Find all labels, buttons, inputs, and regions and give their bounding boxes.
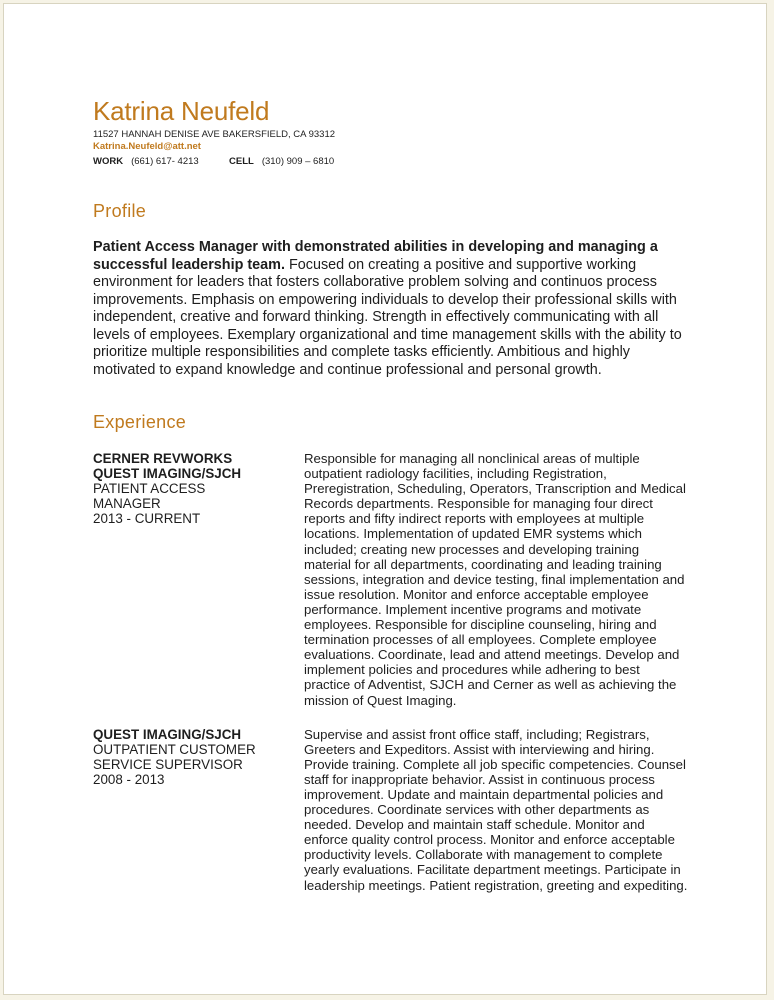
- job-description: Responsible for managing all nonclinical areas of multiple outpatient radiology facilities, including Registration, Preregistration, Scheduling, Operators, Transcription and Medical Records departments. Responsible for managing four direct reports and fifty indirect reports with employees at multiple locations. Implementation of updated EMR systems which included; creating new processes and developing training material for all departments, coordinating and leading training sessions, integration and device testing, final implementation and issue resolution. Monitor and enforce acceptable employee performance. Implement incentive programs and motivate employees. Responsible for discipline counseling, hiring and termination processes of all employees. Complete employee evaluations. Coordinate, lead and attend meetings. Develop and implement policies and procedures while adhering to best practice of Adventist, SJCH and Cerner as well as achieving the mission of Quest Imaging.: [304, 451, 686, 708]
- job-meta: [93, 727, 304, 893]
- job-company: CERNER REVWORKS: [93, 451, 233, 466]
- work-phone-group: [93, 156, 229, 168]
- job-title: SERVICE SUPERVISOR: [93, 756, 243, 772]
- work-phone: (661) 617- 4213: [131, 156, 199, 167]
- job-dates: 2013 - CURRENT: [93, 511, 201, 526]
- address: 11527 HANNAH DENISE AVE BAKERSFIELD, CA 93312: [93, 129, 336, 140]
- job-company: QUEST IMAGING/SJCH: [93, 726, 242, 742]
- candidate-name: Katrina Neufeld: [93, 96, 270, 126]
- cell-phone-group: [229, 156, 334, 168]
- job-entry: [93, 451, 693, 708]
- profile-body: Focused on creating a positive and supportive working environment for leaders that fosters collaborative problem solving and continuos process improvements. Emphasis on empowering individuals to develop their professional skills with independent, creative and forward thinking. Strength in effectively communicating with all levels of employees. Exemplary organizational and time management skills with the ability to prioritize multiple responsibilities and complete tasks efficiently. Ambitious and highly motivated to expand knowledge and continue professional and personal growth.: [93, 256, 682, 378]
- experience-heading: Experience: [93, 412, 187, 432]
- phone-row: [93, 156, 693, 168]
- job-description: Supervise and assist front office staff, including; Registrars, Greeters and Expeditors. Assist with interviewing and hiring. Provide training. Complete all job specific competencies. Counsel staff for inappropriate behavior. Assist in continuous process improvement. Update and maintain departmental policies and procedures. Coordinate services with other departments as needed. Develop and maintain staff schedule. Monitor and enforce quality control process. Monitor and enforce acceptable productivity levels. Collaborate with management to complete yearly evaluations. Facilitate department meetings. Participate in leadership meetings. Patient registration, greeting and expediting.: [304, 726, 688, 893]
- job-entry: [93, 727, 693, 893]
- profile-summary: [93, 239, 691, 379]
- job-title: OUTPATIENT CUSTOMER: [93, 741, 256, 757]
- profile-heading: Profile: [93, 201, 147, 221]
- resume-content: [93, 96, 693, 893]
- job-dates: 2008 - 2013: [93, 771, 165, 787]
- job-meta: [93, 451, 304, 708]
- job-company: QUEST IMAGING/SJCH: [93, 466, 242, 481]
- profile-lead: Patient Access Manager with demonstrated abilities in developing and managing a successful leadership team.: [93, 239, 658, 273]
- work-label: WORK: [93, 156, 124, 167]
- job-title: MANAGER: [93, 496, 161, 511]
- cell-label: CELL: [229, 156, 254, 167]
- job-title: PATIENT ACCESS: [93, 481, 206, 496]
- header: [93, 96, 693, 168]
- cell-phone: (310) 909 – 6810: [261, 156, 335, 167]
- resume-page: [3, 3, 767, 995]
- email-link[interactable]: Katrina.Neufeld@att.net: [93, 141, 201, 152]
